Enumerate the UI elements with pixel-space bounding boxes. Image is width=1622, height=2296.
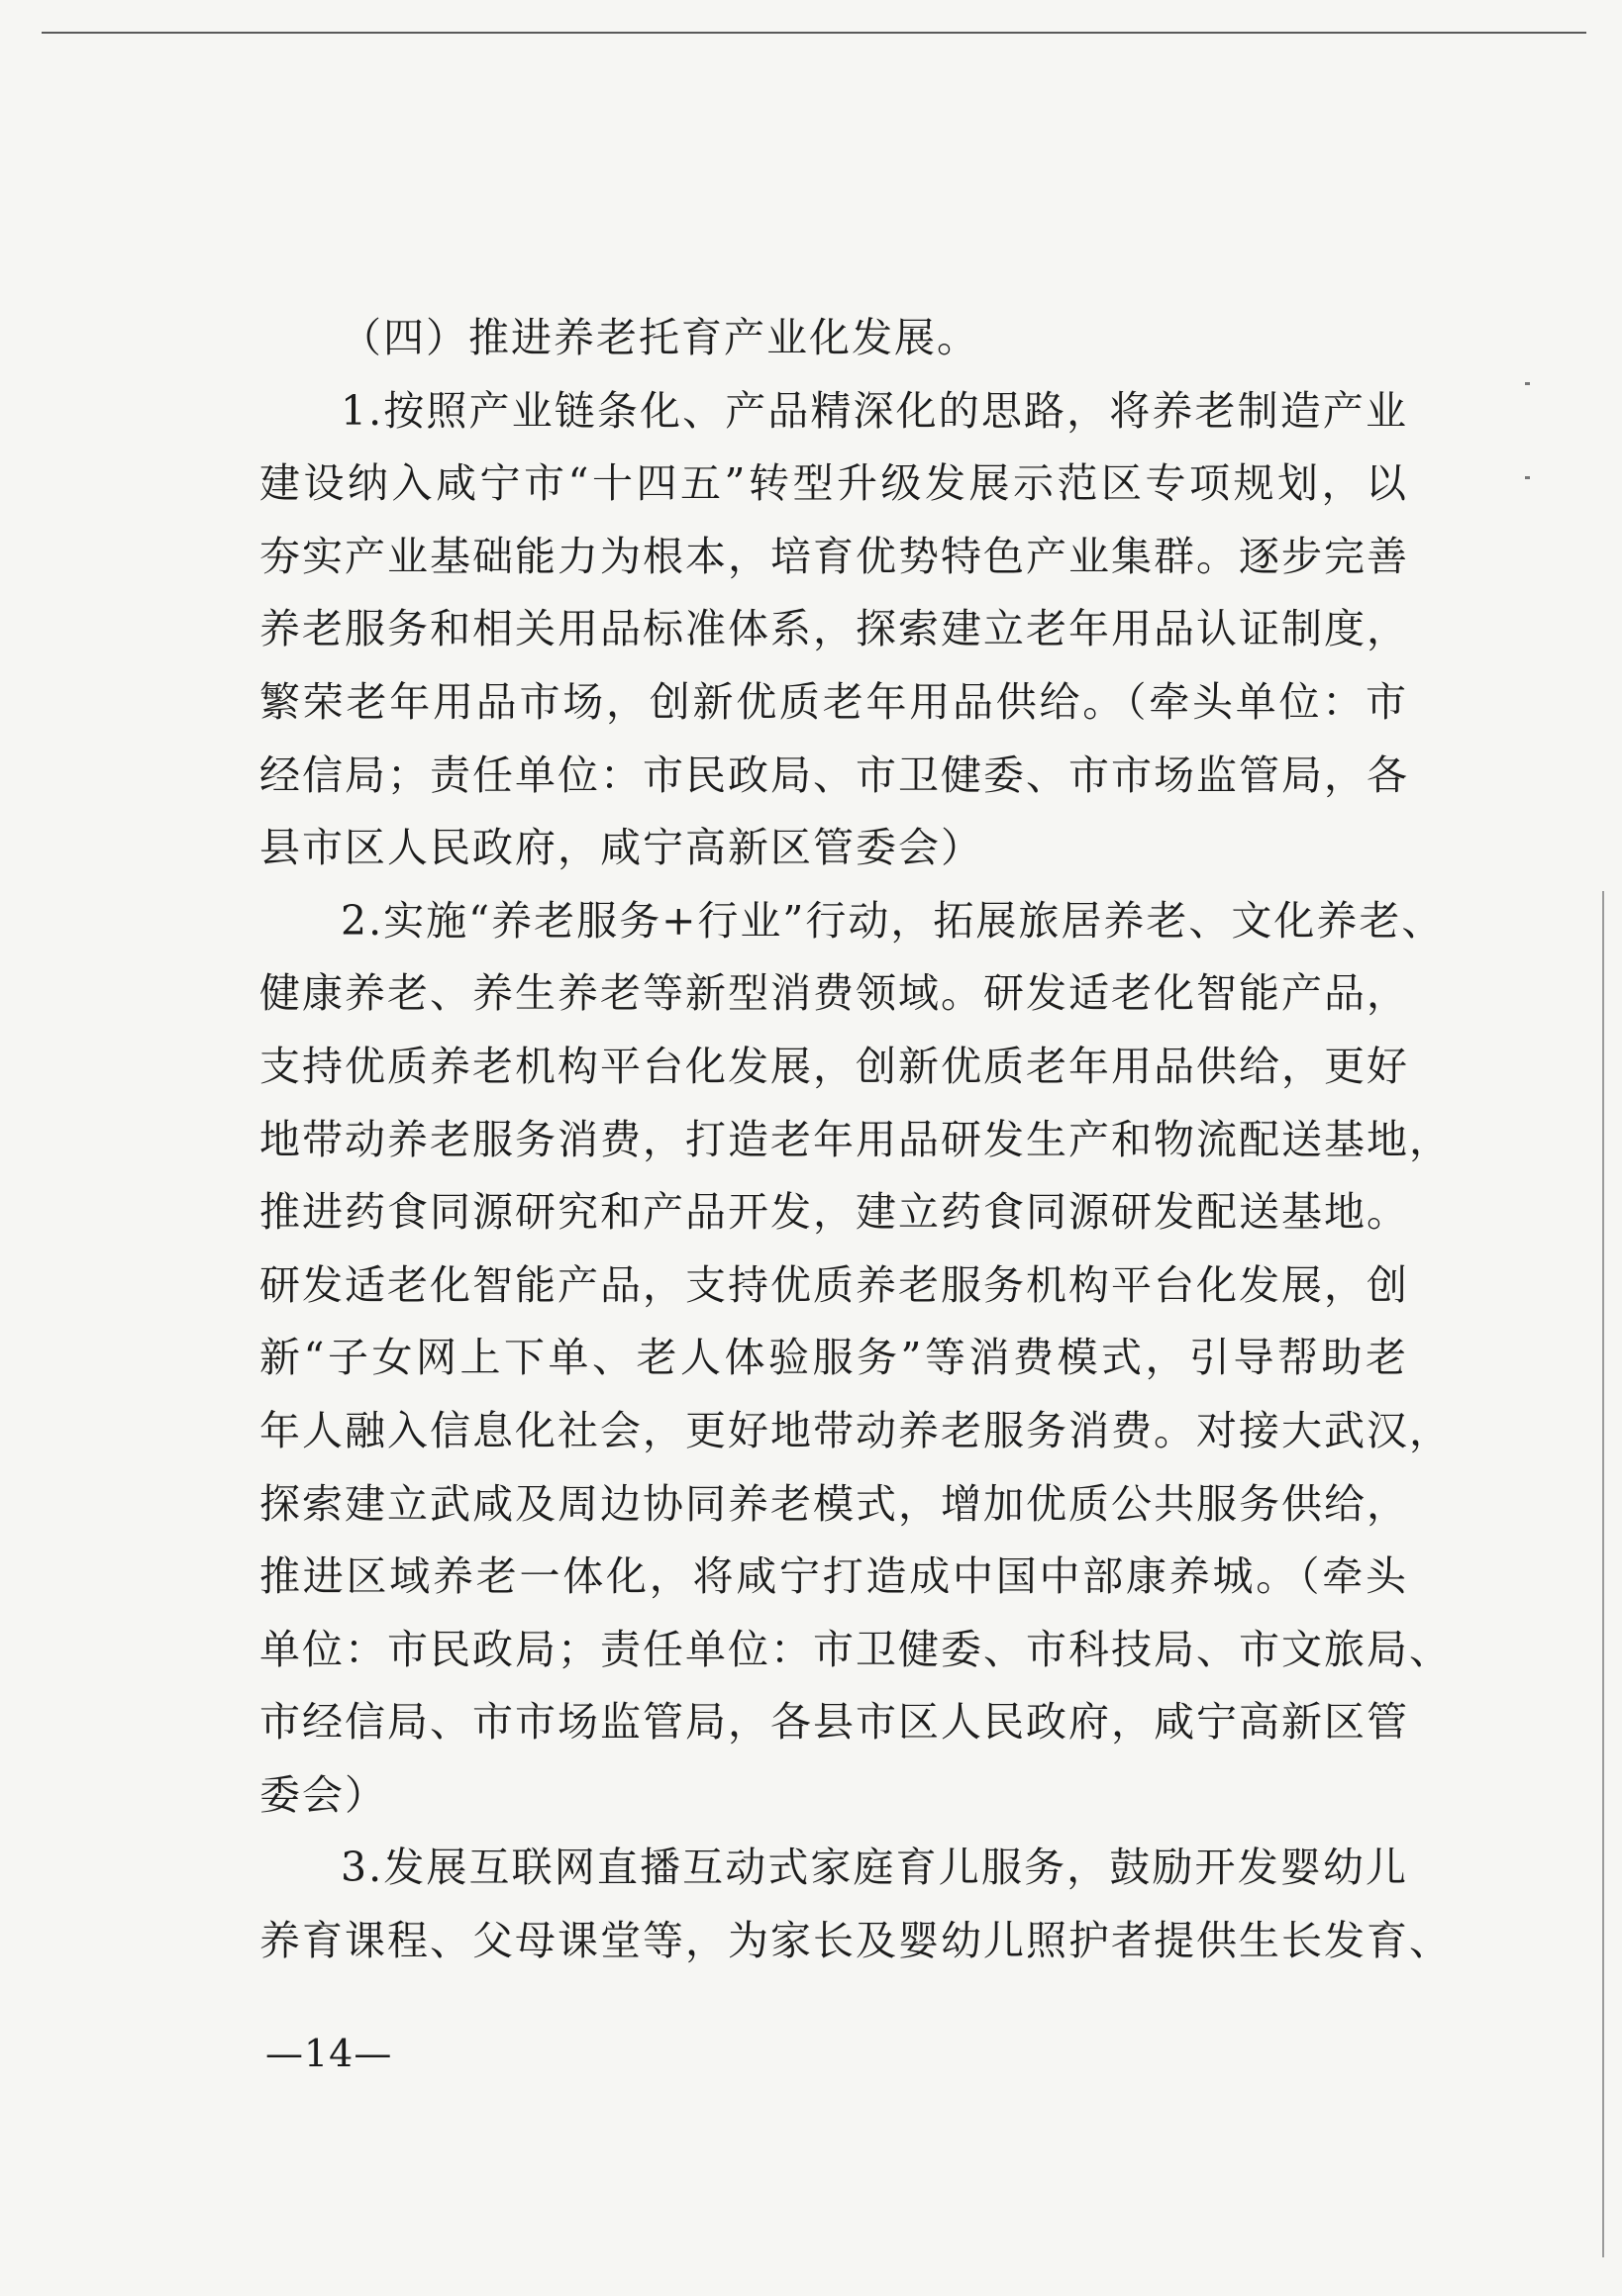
scan-speck [1525,382,1530,385]
paragraph-line: 经信局；责任单位：市民政局、市卫健委、市市场监管局，各 [259,750,1409,799]
paragraph-line: 健康养老、养生养老等新型消费领域。研发适老化智能产品， [259,969,1409,1018]
paragraph-line: 推进药食同源研究和产品开发，建立药食同源研发配送基地。 [259,1188,1409,1237]
paragraph-line: 县市区人民政府，咸宁高新区管委会） [259,824,983,872]
paragraph-line: 探索建立武咸及周边协同养老模式，增加优质公共服务供给， [259,1479,1409,1528]
top-border-line [42,32,1586,34]
paragraph-line: 3.发展互联网直播互动式家庭育儿服务，鼓励开发婴幼儿 [341,1844,1408,1892]
paragraph-line: 繁荣老年用品市场，创新优质老年用品供给。（牵头单位：市 [259,677,1408,726]
paragraph-line: 2.实施“养老服务+行业”行动，拓展旅居养老、文化养老、 [341,896,1445,945]
right-border-line [1602,891,1604,2257]
paragraph-line: 养老服务和相关用品标准体系，探索建立老年用品认证制度， [259,605,1409,653]
paragraph-line: 夯实产业基础能力为根本，培育优势特色产业集群。逐步完善 [259,532,1409,580]
page-number: —14— [265,2032,393,2075]
paragraph-line: 建设纳入咸宁市“十四五”转型升级发展示范区专项规划，以 [259,459,1408,508]
paragraph-line: 单位：市民政局；责任单位：市卫健委、市科技局、市文旅局、 [259,1625,1452,1673]
paragraph-line: 新“子女网上下单、老人体验服务”等消费模式，引导帮助老 [259,1334,1408,1382]
paragraph-line: 委会） [259,1770,387,1819]
paragraph-line: 推进区域养老一体化，将咸宁打造成中国中部康养城。（牵头 [259,1552,1408,1601]
document-body [259,302,1452,1978]
scan-speck [1525,476,1530,479]
paragraph-line: 地带动养老服务消费，打造老年用品研发生产和物流配送基地， [259,1115,1452,1163]
paragraph-line: 1.按照产业链条化、产品精深化的思路，将养老制造产业 [341,386,1408,435]
paragraph-line: 研发适老化智能产品，支持优质养老服务机构平台化发展，创 [259,1260,1409,1309]
paragraph-line: 年人融入信息化社会，更好地带动养老服务消费。对接大武汉， [259,1406,1452,1454]
paragraph-line: 支持优质养老机构平台化发展，创新优质老年用品供给，更好 [259,1042,1409,1090]
paragraph-line: 养育课程、父母课堂等，为家长及婴幼儿照护者提供生长发育、 [259,1917,1452,1965]
paragraph-line: 市经信局、市市场监管局，各县市区人民政府，咸宁高新区管 [259,1698,1409,1747]
section-heading: （四）推进养老托育产业化发展。 [341,314,979,361]
